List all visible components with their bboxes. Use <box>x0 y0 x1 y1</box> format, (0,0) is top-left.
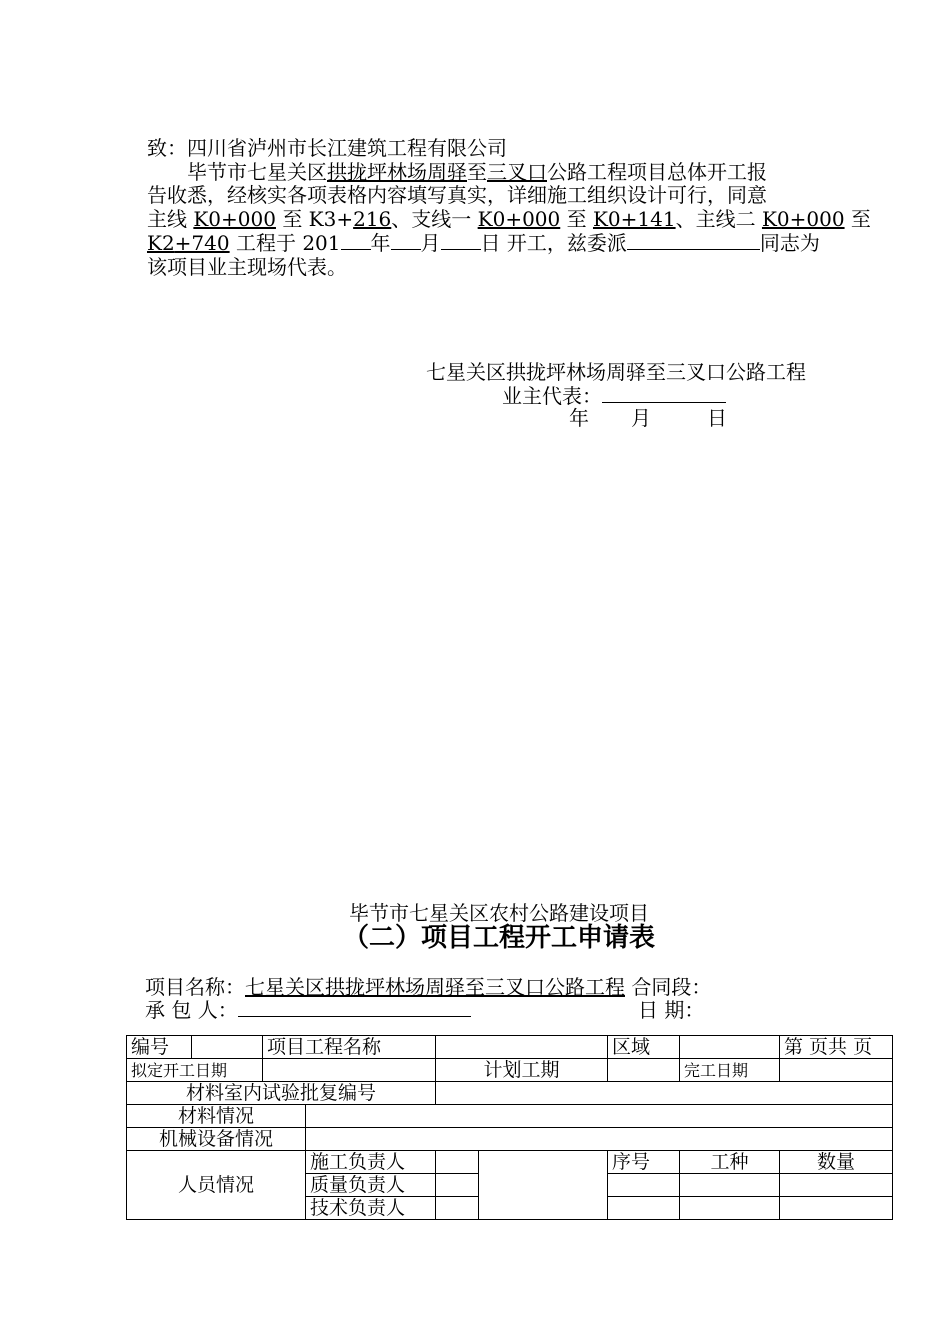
item-name-value[interactable] <box>436 1036 608 1059</box>
letter-body <box>147 136 871 279</box>
project-name-row: 项目名称：七星关区拱拢坪林场周驿至三叉口公路工程 合同段： <box>145 975 712 999</box>
staff-value[interactable] <box>436 1174 479 1197</box>
date-label: 日 期： <box>638 998 705 1022</box>
signature-rep: 业主代表： <box>502 384 726 408</box>
signature-org: 七星关区拱拢坪林场周驿至三叉口公路工程 <box>426 360 806 384</box>
no-value[interactable] <box>192 1036 263 1059</box>
year-blank[interactable] <box>341 231 371 250</box>
table-row: 编号 项目工程名称 区域 第 页共 页 <box>127 1036 893 1059</box>
table-row: 质量负责人 <box>127 1174 893 1197</box>
form-heading: 毕节市七星关区农村公路建设项目 <box>349 901 649 925</box>
form-title: （二）项目工程开工申请表 <box>342 923 655 953</box>
application-table <box>126 1035 893 1220</box>
staff-value[interactable] <box>436 1151 479 1174</box>
day-blank[interactable] <box>441 231 481 250</box>
letter-line-3: 主线 K0+000 至 K3+216、支线一 K0+000 至 K0+141、主线二 K0+000 至 <box>147 206 871 231</box>
month-blank[interactable] <box>391 231 421 250</box>
area-value[interactable] <box>680 1036 780 1059</box>
machine-value[interactable] <box>306 1128 893 1151</box>
representative-blank[interactable] <box>627 231 760 250</box>
letter-line-1: 毕节市七星关区拱拢坪林场周驿至三叉口公路工程项目总体开工报 <box>187 159 767 184</box>
contractor-row: 承 包 人： <box>145 994 471 1023</box>
contractor-field[interactable] <box>238 998 471 1017</box>
project-name: 七星关区拱拢坪林场周驿至三叉口公路工程 <box>245 975 625 999</box>
signature-date: 年 月 日 <box>569 406 727 430</box>
table-row: 材料情况 <box>127 1105 893 1128</box>
start-date-value[interactable] <box>263 1059 436 1082</box>
letter-line-2: 告收悉，经核实各项表格内容填写真实，详细施工组织设计可行，同意 <box>147 183 767 207</box>
staff-value[interactable] <box>436 1197 479 1220</box>
table-row: 机械设备情况 <box>127 1128 893 1151</box>
contract-label: 合同段： <box>631 975 712 999</box>
table-row: 技术负责人 <box>127 1197 893 1220</box>
letter-line-4: K2+740 工程于 201 年 月 日 开工，兹委派 同志为 <box>147 231 820 255</box>
table-row: 人员情况 施工负责人 序号 工种 数量 <box>127 1151 893 1174</box>
table-row: 材料室内试验批复编号 <box>127 1082 893 1105</box>
letter-line-5: 该项目业主现场代表。 <box>147 254 347 279</box>
addressee: 致：四川省泸州市长江建筑工程有限公司 <box>147 136 507 160</box>
rep-blank[interactable] <box>602 384 726 403</box>
material-value[interactable] <box>306 1105 893 1128</box>
lab-approval-value[interactable] <box>436 1082 893 1105</box>
period-value[interactable] <box>608 1059 680 1082</box>
table-row: 拟定开工日期 计划工期 完工日期 <box>127 1059 893 1082</box>
finish-date-value[interactable] <box>780 1059 893 1082</box>
